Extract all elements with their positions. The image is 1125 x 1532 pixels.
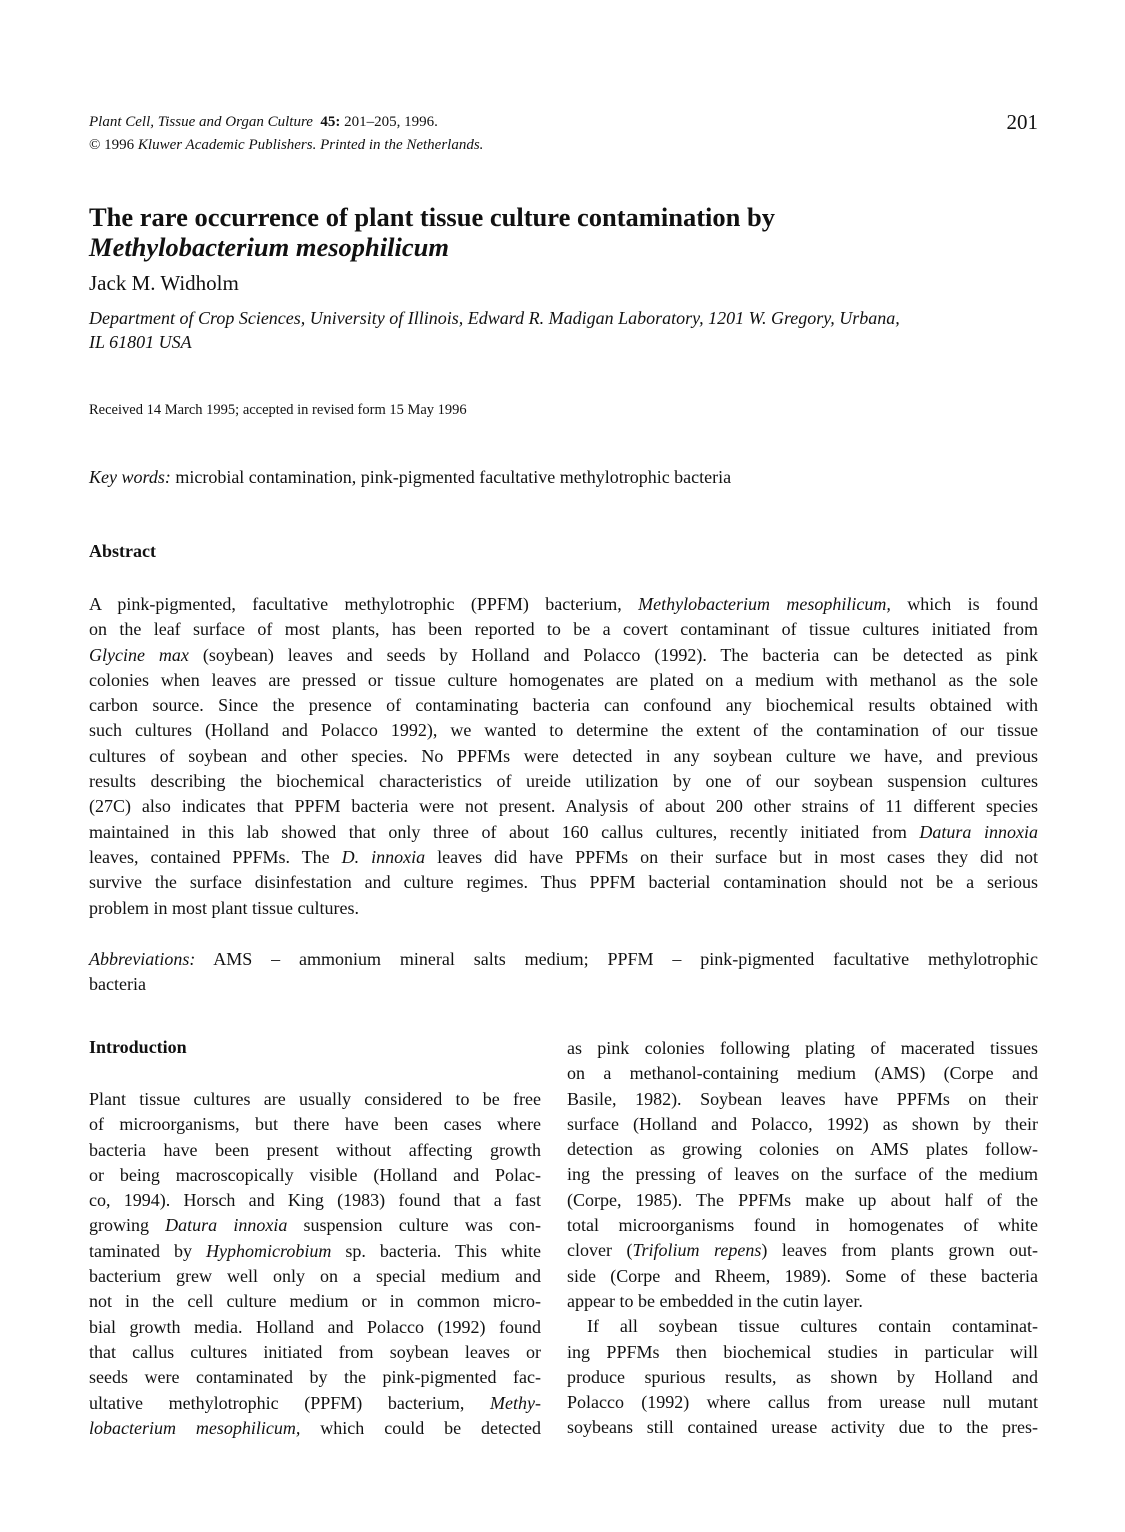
introduction-heading: Introduction xyxy=(89,1037,187,1057)
title-line-1: The rare occurrence of plant tissue culture contamination by xyxy=(89,202,775,232)
text-line xyxy=(89,643,1038,668)
text: Basile, 1982). Soybean leaves have PPFMs on their xyxy=(567,1088,1038,1109)
text: on a methanol-containing medium (AMS) (Corpe and xyxy=(567,1063,1038,1084)
text: taminated by xyxy=(89,1240,206,1261)
affiliation-line-1: Department of Crop Sciences, University of Illinois, Edward R. Madigan Laboratory, 1201 W. Gregory, Urbana, xyxy=(89,308,900,328)
text: or being macroscopically visible (Holland and Polac- xyxy=(89,1164,541,1185)
text: such cultures (Holland and Polacco 1992), we wanted to determine the extent of the contamination of our tissue xyxy=(89,720,1038,741)
text-line xyxy=(89,947,1038,972)
text-line xyxy=(567,1238,1038,1263)
text-line xyxy=(89,972,1038,997)
text-line xyxy=(567,1314,1038,1339)
text: leaves, contained PPFMs. The xyxy=(89,846,342,867)
text-line xyxy=(89,1340,541,1365)
text-line xyxy=(89,1188,541,1213)
text-line xyxy=(567,1137,1038,1162)
text: growing xyxy=(89,1215,166,1236)
italic-text: Datura innoxia xyxy=(165,1215,288,1236)
abstract-heading: Abstract xyxy=(89,541,156,561)
text: carbon source. Since the presence of contaminating bacteria can confound any biochemical results obtained with xyxy=(89,695,1038,716)
keywords-label: Key words: xyxy=(89,467,171,487)
text-line xyxy=(567,1112,1038,1137)
text: (27C) also indicates that PPFM bacteria were not present. Analysis of about 200 other strains of 11 different species xyxy=(89,796,1038,817)
text-line xyxy=(89,592,1038,617)
text: that callus cultures initiated from soybean leaves or xyxy=(89,1341,541,1362)
text: produce spurious results, as shown by Holland and xyxy=(567,1366,1038,1387)
page-number: 201 xyxy=(1006,110,1038,134)
text-line xyxy=(89,1264,541,1289)
text: detection as growing colonies on AMS plates follow- xyxy=(567,1139,1038,1160)
italic-text: Trifolium repens xyxy=(632,1240,762,1261)
text: A pink-pigmented, facultative methylotrophic (PPFM) bacterium, xyxy=(89,594,639,614)
article-title xyxy=(89,202,775,262)
italic-text: Abbreviations: xyxy=(89,949,196,969)
italic-text: lobacterium mesophilicum, xyxy=(89,1417,301,1438)
text-line xyxy=(567,1162,1038,1187)
text-line xyxy=(567,1365,1038,1390)
italic-text: Datura innoxia xyxy=(919,821,1038,842)
text-line xyxy=(89,1112,541,1137)
text: problem in most plant tissue cultures. xyxy=(89,897,359,918)
text-line xyxy=(567,1415,1038,1440)
text: bacterium grew well only on a special medium and xyxy=(89,1266,541,1287)
copyright-symbol: © xyxy=(89,137,101,153)
text-line xyxy=(89,870,1038,895)
text-line xyxy=(89,668,1038,693)
text: soybeans still contained urease activity due to the pres- xyxy=(567,1417,1038,1438)
text-line xyxy=(567,1264,1038,1289)
text: ing the pressing of leaves on the surface of the medium xyxy=(567,1164,1038,1185)
copyright-line xyxy=(89,134,483,157)
italic-text: Methylobacterium mesophilicum, xyxy=(638,594,891,614)
text: suspension culture was con- xyxy=(287,1215,541,1236)
text: as pink colonies following plating of macerated tissues xyxy=(567,1038,1038,1058)
text: co, 1994). Horsch and King (1983) found that a fast xyxy=(89,1190,541,1211)
journal-name: Plant Cell, Tissue and Organ Culture xyxy=(89,114,313,130)
italic-text: Glycine max xyxy=(89,644,189,665)
text-line xyxy=(89,1213,541,1238)
keywords xyxy=(89,467,731,488)
italic-text: D. innoxia xyxy=(341,846,426,867)
introduction-right-column xyxy=(567,1036,1038,1441)
text-line xyxy=(89,820,1038,845)
text-line xyxy=(89,1163,541,1188)
copyright-year: 1996 xyxy=(104,137,135,153)
text: (Corpe, 1985). The PPFMs make up about half of the xyxy=(567,1189,1038,1210)
journal-citation xyxy=(89,111,438,134)
publisher: Kluwer Academic Publishers. Printed in the Netherlands. xyxy=(137,137,484,153)
journal-pages: 201–205, 1996. xyxy=(344,114,438,130)
text: of microorganisms, but there have been cases where xyxy=(89,1114,541,1135)
text-line xyxy=(89,1239,541,1264)
text: total microorganisms found in homogenates of white xyxy=(567,1215,1038,1236)
text: appear to be embedded in the cutin layer. xyxy=(567,1290,863,1311)
text: ing PPFMs then biochemical studies in particular will xyxy=(567,1341,1038,1362)
text-line xyxy=(89,617,1038,642)
text-line xyxy=(89,1138,541,1163)
text-line xyxy=(567,1289,1038,1314)
text-line xyxy=(567,1087,1038,1112)
affiliation xyxy=(89,306,900,354)
text: results describing the biochemical characteristics of ureide utilization by one of our soybean suspension cultures xyxy=(89,771,1038,792)
text: not in the cell culture medium or in common micro- xyxy=(89,1291,541,1312)
text-line xyxy=(567,1036,1038,1061)
text-line xyxy=(89,896,1038,921)
abstract-body xyxy=(89,592,1038,921)
italic-text: Hyphomicrobium xyxy=(206,1240,332,1261)
text: side (Corpe and Rheem, 1989). Some of these bacteria xyxy=(567,1265,1038,1286)
text: bial growth media. Holland and Polacco (1992) found xyxy=(89,1316,541,1337)
abbreviations xyxy=(89,947,1038,998)
text: cultures of soybean and other species. No PPFMs were detected in any soybean culture we have, and previous xyxy=(89,745,1038,766)
text: survive the surface disinfestation and culture regimes. Thus PPFM bacterial contamination should not be a serious xyxy=(89,872,1038,893)
text: sp. bacteria. This white xyxy=(331,1240,541,1261)
text: seeds were contaminated by the pink-pigmented fac- xyxy=(89,1367,541,1388)
text: maintained in this lab showed that only three of about 160 callus cultures, recently initiated from xyxy=(89,821,920,842)
text-line xyxy=(89,845,1038,870)
journal-volume: 45: xyxy=(320,114,341,130)
text-line xyxy=(89,1289,541,1314)
text-line xyxy=(89,1087,541,1112)
text-line xyxy=(89,1365,541,1390)
text: clover ( xyxy=(567,1240,633,1261)
text: Plant tissue cultures are usually considered to be free xyxy=(89,1089,541,1109)
text-line xyxy=(89,769,1038,794)
text: AMS – ammonium mineral salts medium; PPFM – pink-pigmented facultative methylotrophic xyxy=(195,949,1038,969)
text: If all soybean tissue cultures contain contaminat- xyxy=(587,1316,1038,1337)
affiliation-line-2: IL 61801 USA xyxy=(89,332,192,352)
text-line xyxy=(567,1340,1038,1365)
text-line xyxy=(567,1188,1038,1213)
text: bacteria xyxy=(89,974,146,995)
title-line-2: Methylobacterium mesophilicum xyxy=(89,232,449,262)
text: bacteria have been present without affecting growth xyxy=(89,1139,541,1160)
italic-text: Methy- xyxy=(490,1392,541,1413)
text-line xyxy=(89,1391,541,1416)
author-name: Jack M. Widholm xyxy=(89,271,239,295)
text-line xyxy=(567,1390,1038,1415)
text-line xyxy=(89,1315,541,1340)
text-line xyxy=(89,744,1038,769)
text: which could be detected xyxy=(300,1417,541,1438)
text: ) leaves from plants grown out- xyxy=(761,1240,1038,1261)
text-line xyxy=(89,1416,541,1441)
introduction-left-column xyxy=(89,1087,541,1441)
text: Polacco (1992) where callus from urease null mutant xyxy=(567,1392,1038,1413)
text: on the leaf surface of most plants, has been reported to be a covert contaminant of tissue cultures initiated from xyxy=(89,619,1038,640)
text: colonies when leaves are pressed or tissue culture homogenates are plated on a medium with methanol as the sole xyxy=(89,669,1038,690)
text: ultative methylotrophic (PPFM) bacterium, xyxy=(89,1392,491,1413)
text: surface (Holland and Polacco, 1992) as shown by their xyxy=(567,1113,1038,1134)
text-line xyxy=(567,1213,1038,1238)
text-line xyxy=(89,718,1038,743)
text-line xyxy=(89,693,1038,718)
received-dates: Received 14 March 1995; accepted in revised form 15 May 1996 xyxy=(89,402,467,418)
text: which is found xyxy=(890,594,1038,614)
text-line xyxy=(89,794,1038,819)
text: (soybean) leaves and seeds by Holland and Polacco (1992). The bacteria can be detected as pink xyxy=(188,644,1038,665)
text-line xyxy=(567,1061,1038,1086)
keywords-text: microbial contamination, pink-pigmented facultative methylotrophic bacteria xyxy=(170,467,732,487)
text: leaves did have PPFMs on their surface but in most cases they did not xyxy=(425,846,1039,867)
